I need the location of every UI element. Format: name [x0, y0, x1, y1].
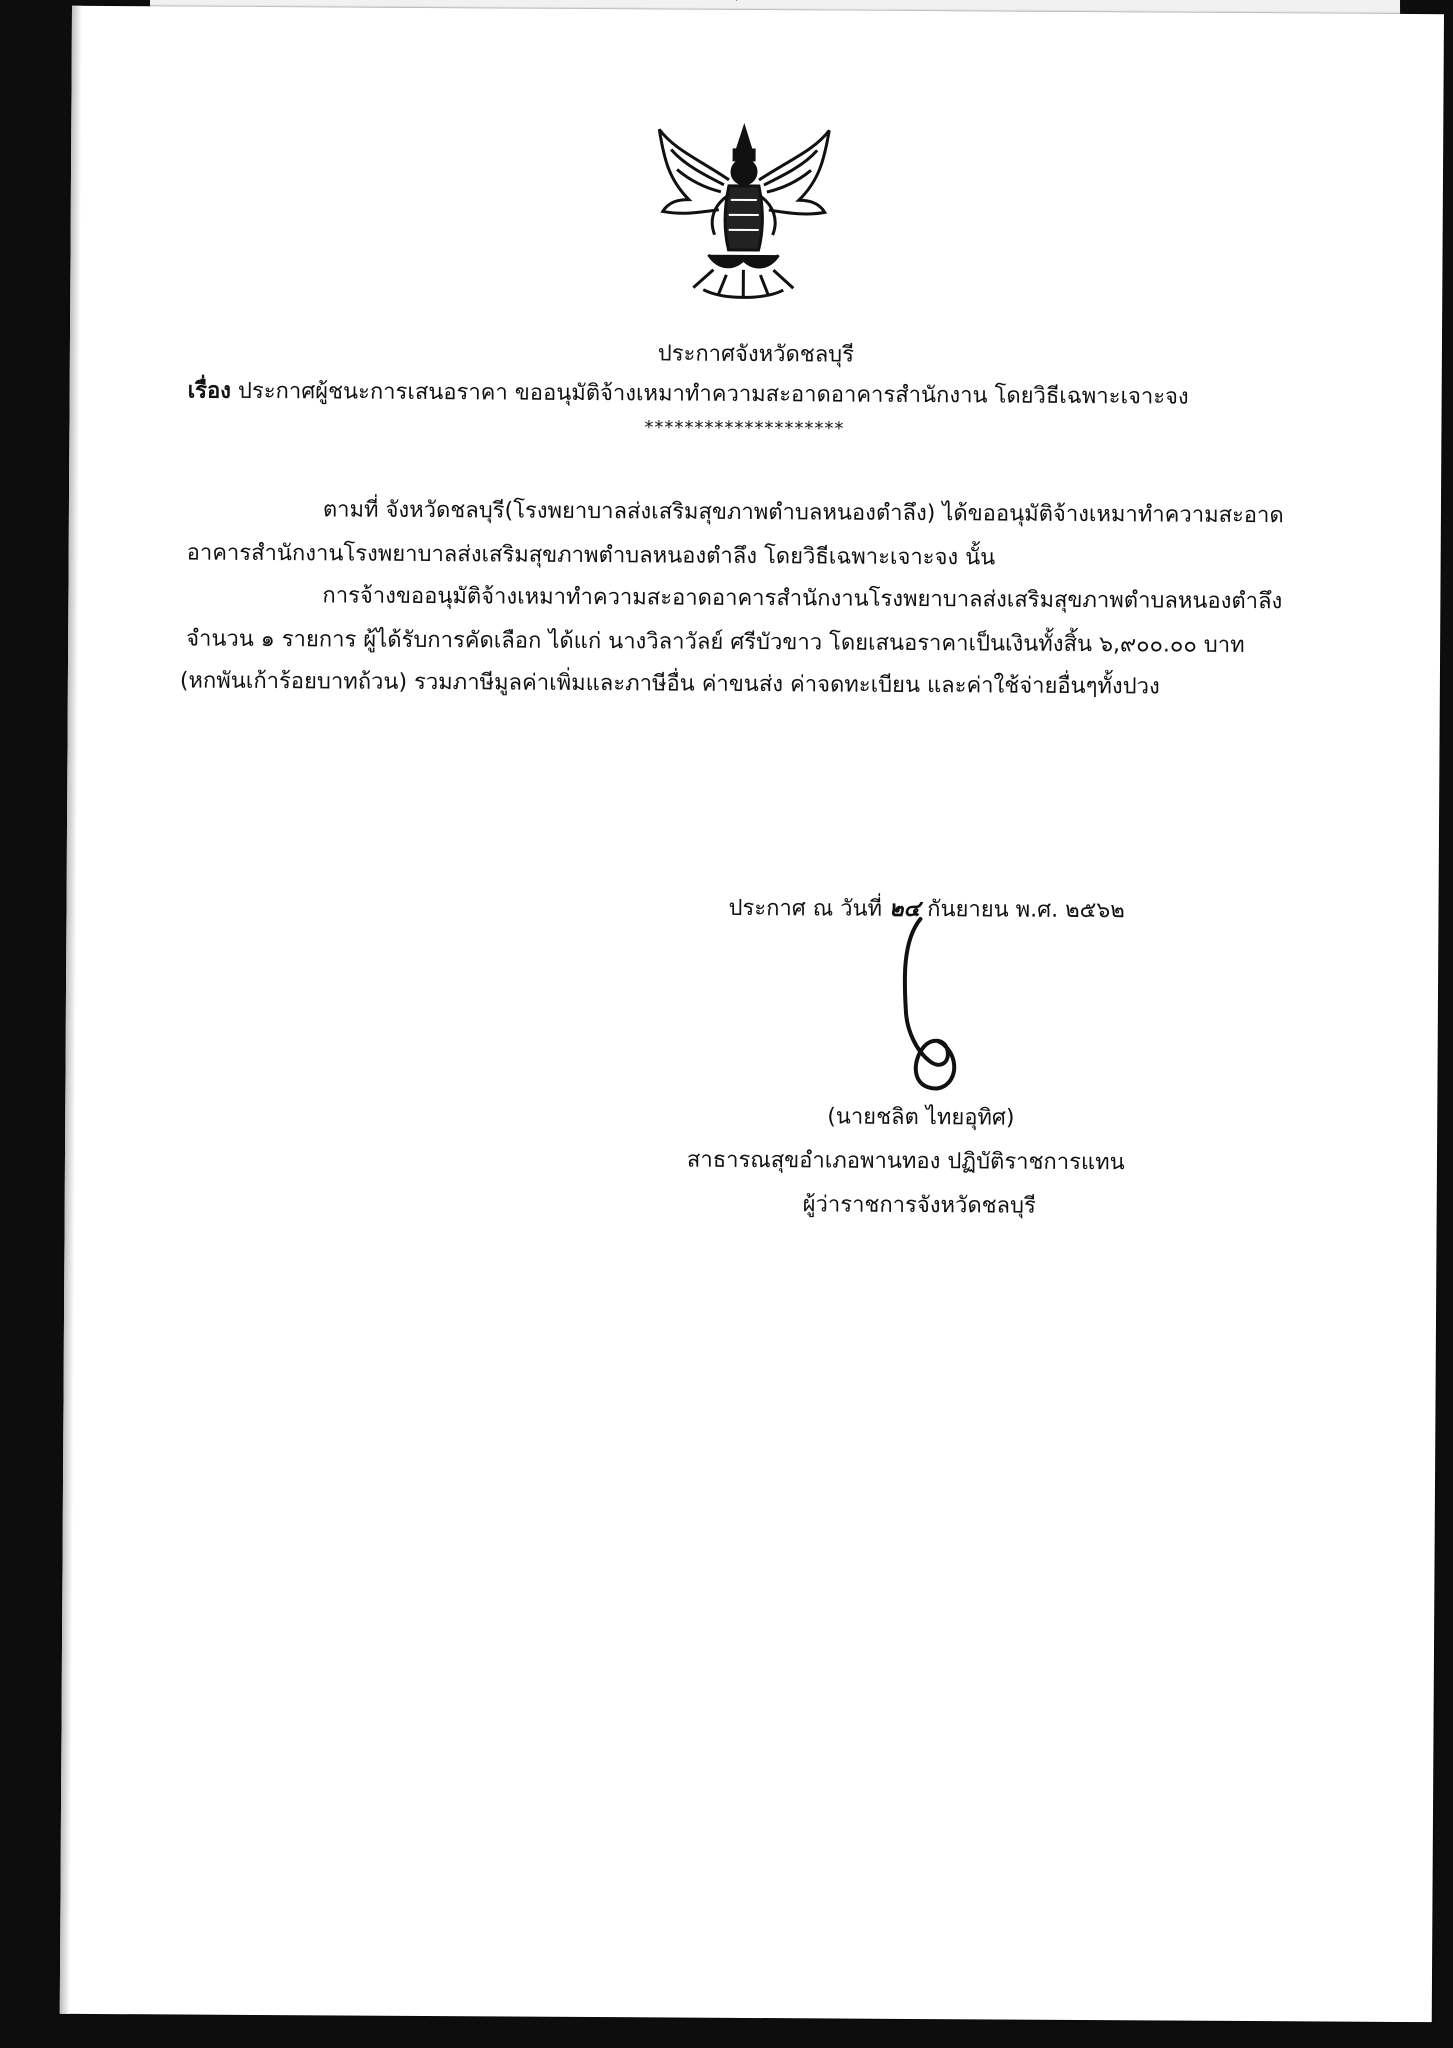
subject-line: [188, 373, 1189, 414]
paragraph-2-line-1: การจ้างขออนุมัติจ้างเหมาทำความสะอาดอาคารสำนักงานโรงพยาบาลส่งเสริมสุขภาพตำบลหนองตำลึง: [322, 583, 1283, 615]
date-prefix: ประกาศ ณ วันที่: [728, 895, 883, 922]
date-day-handwritten: ๒๔: [888, 895, 921, 923]
date-month-year: กันยายน พ.ศ. ๒๕๖๒: [927, 897, 1125, 924]
handwritten-signature-icon: [891, 911, 982, 1102]
subject-label: เรื่อง: [187, 378, 232, 404]
paragraph-2-line-2: จำนวน ๑ รายการ ผู้ได้รับการคัดเลือก ได้แก่ นางวิลาวัลย์ ศรีบัวขาว โดยเสนอราคาเป็นเงินทั้งสิ้น ๖,๙๐๐.๐๐ บาท: [186, 626, 1245, 658]
page-edge-shadow: [60, 6, 82, 2014]
garuda-emblem-icon: [648, 119, 839, 310]
signatory-name: (นายชลิต ไทยอุทิศ): [827, 1104, 1015, 1131]
subject-text: ประกาศผู้ชนะการเสนอราคา ขออนุมัติจ้างเหมาทำความสะอาดอาคารสำนักงาน โดยวิธีเฉพาะเจาะจง: [237, 378, 1189, 410]
title-separator: ********************: [644, 417, 845, 440]
document-page: [60, 6, 1444, 2022]
signatory-office: ผู้ว่าราชการจังหวัดชลบุรี: [802, 1192, 1036, 1219]
paragraph-1-line-1: ตามที่ จังหวัดชลบุรี(โรงพยาบาลส่งเสริมสุขภาพตำบลหนองตำลึง) ได้ขออนุมัติจ้างเหมาทำความสะอาด: [322, 497, 1284, 529]
document-title: ประกาศจังหวัดชลบุรี: [657, 341, 855, 368]
paragraph-2-line-3: (หกพันเก้าร้อยบาทถ้วน) รวมภาษีมูลค่าเพิ่มและภาษีอื่น ค่าขนส่ง ค่าจดทะเบียน และค่าใช้จ่ายอื่นๆทั้งปวง: [179, 668, 1160, 700]
paragraph-1-line-2: อาคารสำนักงานโรงพยาบาลส่งเสริมสุขภาพตำบลหนองตำลึง โดยวิธีเฉพาะเจาะจง นั้น: [186, 540, 996, 571]
signatory-position: สาธารณสุขอำเภอพานทอง ปฏิบัติราชการแทน: [686, 1147, 1125, 1176]
underlying-page-text: [530, 0, 962, 5]
